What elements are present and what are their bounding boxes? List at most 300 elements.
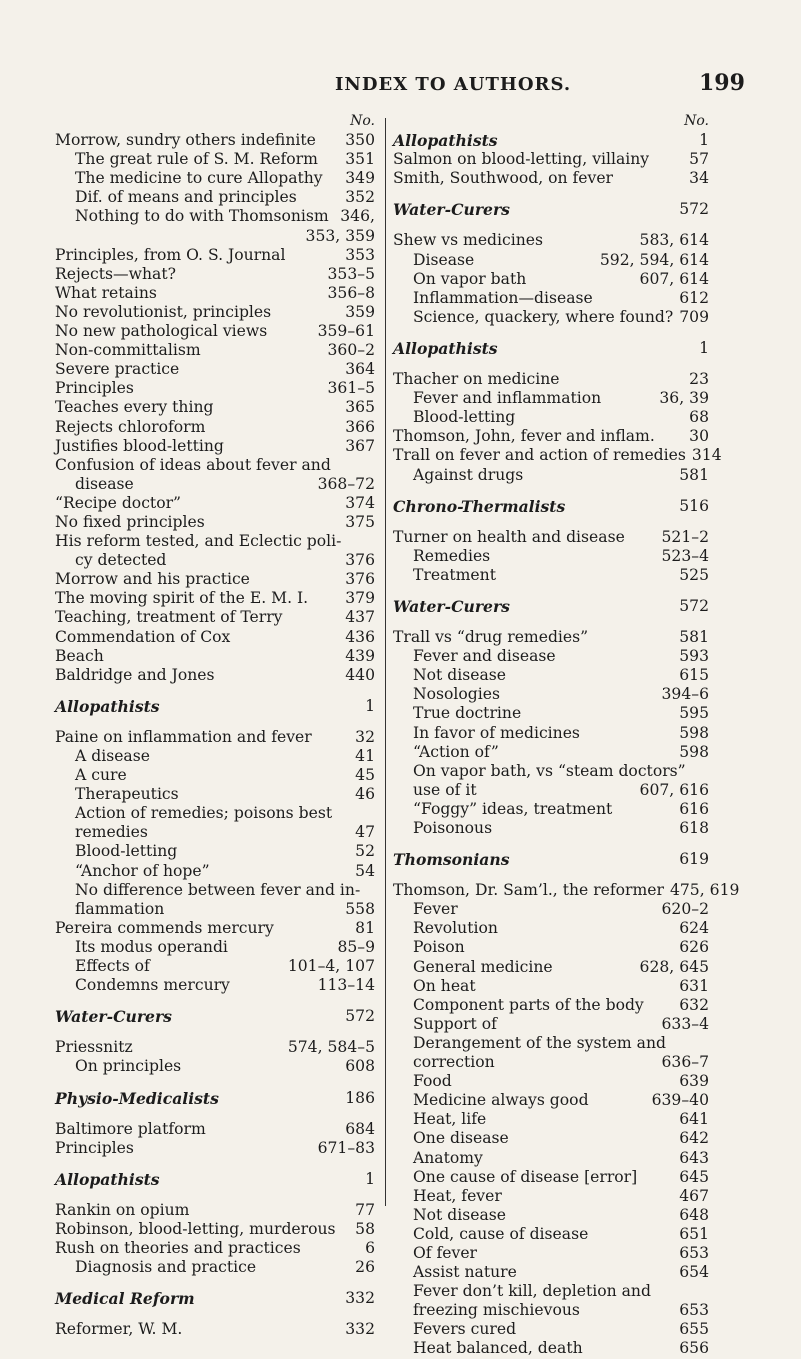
index-entry-text: Condemns mercury (75, 976, 230, 995)
index-entry-text: Action of remedies; poisons best (75, 804, 333, 823)
index-entry-page-numbers: 437 (345, 608, 375, 627)
index-entry (393, 1244, 709, 1263)
index-entry (55, 207, 375, 226)
index-entry (393, 547, 709, 566)
index-entry (55, 379, 375, 398)
index-entry-page-numbers: 360–2 (327, 341, 375, 360)
index-entry-page-numbers: 619 (679, 850, 709, 869)
index-entry-text: “Anchor of hope” (75, 861, 210, 880)
index-entry (55, 150, 375, 169)
index-entry (393, 1187, 709, 1206)
index-entry-text: Pereira commends mercury (55, 918, 274, 937)
index-entry (55, 284, 375, 303)
index-entry-page-numbers: 374 (345, 493, 375, 512)
index-entry (55, 188, 375, 207)
index-entry (55, 437, 375, 456)
index-entry-page-numbers: 525 (679, 565, 709, 584)
index-entry (393, 389, 709, 408)
index-entry-text: Nothing to do with Thomsonism (75, 207, 329, 226)
index-entry-text: Fevers cured (413, 1320, 517, 1339)
index-entry-text: Turner on health and disease (393, 527, 625, 546)
index-entry-text: Rankin on opium (55, 1200, 190, 1219)
index-entry-text: Revolution (413, 919, 498, 938)
index-entry-text: Blood-letting (413, 408, 516, 427)
index-entry-text: Water-Curers (393, 596, 510, 616)
index-entry-text: Reformer, W. M. (55, 1320, 183, 1339)
index-entry-page-numbers: 624 (679, 919, 709, 938)
index-entry-page-numbers: 394–6 (661, 685, 709, 704)
index-entry-text: “Recipe doctor” (55, 493, 182, 512)
index-entry-page-numbers: 376 (345, 570, 375, 589)
index-entry (55, 900, 375, 919)
index-entry (55, 169, 375, 188)
index-entry (55, 1120, 375, 1139)
index-entry (55, 1038, 375, 1057)
index-entry (55, 398, 375, 417)
index-entry-page-numbers: 574, 584–5 (287, 1038, 375, 1057)
index-entry-page-numbers: 34 (689, 169, 709, 188)
index-entry-page-numbers: 593 (679, 647, 709, 666)
index-entry (393, 251, 709, 270)
index-entry-text: Trall vs “drug remedies” (393, 628, 589, 647)
index-entry-text: What retains (55, 283, 157, 302)
index-entry (55, 303, 375, 322)
index-entry-text: Poison (413, 938, 465, 957)
index-entry-page-numbers: 366 (345, 417, 375, 436)
index-entry-text: Therapeutics (75, 785, 179, 804)
index-entry-text: Teaches every thing (55, 398, 214, 417)
index-entry (55, 1258, 375, 1277)
index-entry-page-numbers: 595 (679, 704, 709, 723)
index-entry-text: Salmon on blood-letting, villainy (393, 150, 650, 169)
index-entry-text: On principles (75, 1057, 182, 1076)
index-entry (55, 131, 375, 150)
index-entry-page-numbers: 616 (679, 799, 709, 818)
index-section-heading (55, 1007, 375, 1026)
index-entry-page-numbers: 46 (355, 785, 375, 804)
index-section-heading (55, 697, 375, 716)
index-entry-page-numbers: 618 (679, 819, 709, 837)
index-entry (55, 475, 375, 494)
index-entry-page-numbers: 475, 619 (669, 881, 740, 900)
index-entry (55, 570, 375, 589)
index-entry-text: Confusion of ideas about fever and (55, 455, 331, 474)
index-entry-text: Against drugs (413, 465, 524, 484)
index-number-continuation: 353, 359 (305, 226, 375, 245)
index-entry-page-numbers: 612 (679, 288, 709, 307)
index-entry-text: Principles (55, 1138, 134, 1157)
index-entry (393, 408, 709, 427)
index-entry-page-numbers: 379 (345, 589, 375, 608)
index-entry-text: Trall on fever and action of remedies (393, 446, 686, 465)
index-entry-text: Baltimore platform (55, 1119, 206, 1138)
index-entry (393, 1320, 709, 1339)
index-entry-page-numbers: 361–5 (327, 379, 375, 398)
index-entry-page-numbers: 439 (345, 646, 375, 665)
index-entry (393, 308, 709, 327)
index-entry (393, 1053, 709, 1072)
index-entry-page-numbers: 45 (355, 766, 375, 785)
index-entry-text: Rejects—what? (55, 264, 176, 283)
index-entry (55, 976, 375, 995)
index-entry (55, 418, 375, 437)
index-entry-page-numbers: 684 (345, 1119, 375, 1138)
index-entry-text: Nosologies (413, 685, 500, 704)
index-entry (393, 743, 709, 762)
index-entry-page-numbers: 350 (345, 131, 375, 150)
index-entry-text: Medical Reform (55, 1289, 195, 1309)
index-entry-text: One disease (413, 1129, 509, 1148)
index-entry (393, 169, 709, 188)
index-entry-text: Chrono-Thermalists (393, 496, 566, 516)
index-entry-page-numbers: 608 (345, 1057, 375, 1076)
index-entry (55, 747, 375, 766)
index-entry (393, 1149, 709, 1168)
index-entry (393, 1129, 709, 1148)
index-entry-text: Heat, fever (413, 1186, 502, 1205)
index-column-right (393, 112, 740, 1359)
index-entry-text: Of fever (413, 1243, 478, 1262)
index-entry-page-numbers: 523–4 (661, 546, 709, 565)
index-entry-page-numbers: 645 (679, 1167, 709, 1186)
index-section-heading (393, 497, 709, 516)
index-entry (55, 513, 375, 532)
index-entry-text: Disease (413, 250, 475, 269)
index-entry-page-numbers: 521–2 (661, 527, 709, 546)
index-entry (393, 1168, 709, 1187)
index-entry-text: Heat, life (413, 1110, 487, 1129)
index-entry-page-numbers: 607, 614 (639, 269, 709, 288)
index-entry (55, 246, 375, 265)
index-entry-text: His reform tested, and Eclectic poli- (55, 532, 342, 551)
index-entry (55, 1320, 375, 1339)
index-entry-text: Smith, Southwood, on fever (393, 169, 614, 188)
index-entry-text: Fever don’t kill, depletion and (413, 1282, 651, 1301)
index-entry-text: Remedies (413, 546, 491, 565)
index-entry-page-numbers: 6 (365, 1239, 375, 1258)
index-entry-text: General medicine (413, 957, 553, 976)
index-entry (55, 608, 375, 627)
page-number: 199 (699, 70, 745, 96)
index-entry-page-numbers: 365 (345, 398, 375, 417)
index-entry (55, 551, 375, 570)
index-entry-page-numbers: 636–7 (661, 1053, 709, 1072)
index-section-heading (393, 850, 709, 869)
index-entry (393, 666, 709, 685)
index-entry-page-numbers: 653 (679, 1243, 709, 1262)
index-entry-text: Water-Curers (55, 1007, 172, 1027)
index-section-heading (393, 131, 709, 150)
index-entry-page-numbers: 352 (345, 188, 375, 207)
index-entry-text: Beach (55, 646, 104, 665)
index-entry-text: flammation (75, 899, 165, 918)
index-entry-text: Fever (413, 900, 458, 919)
index-entry-text: No difference between fever and in- (75, 880, 361, 899)
index-entry-page-numbers: 648 (679, 1205, 709, 1224)
index-entry-page-numbers: 332 (345, 1320, 375, 1339)
index-entry (393, 1015, 709, 1034)
index-entry-text: Not disease (413, 1205, 506, 1224)
index-entry (393, 781, 709, 800)
index-entry (393, 231, 709, 250)
index-entry-text: use of it (413, 780, 477, 799)
index-entry-text: Science, quackery, where found? (413, 307, 674, 326)
index-entry-text: Severe practice (55, 360, 180, 379)
index-entry-page-numbers: 30 (689, 427, 709, 446)
running-header (0, 70, 801, 104)
index-entry (55, 666, 375, 685)
index-entry-page-numbers: 467 (679, 1186, 709, 1205)
index-entry-page-numbers: 558 (345, 899, 375, 918)
index-entry-text: Dif. of means and principles (75, 188, 297, 207)
index-entry-page-numbers: 351 (345, 150, 375, 169)
index-entry-text: On heat (413, 976, 476, 995)
index-entry (55, 862, 375, 881)
index-entry-page-numbers: 671–83 (317, 1138, 375, 1157)
index-entry-page-numbers: 353–5 (327, 264, 375, 283)
index-entry (393, 1339, 709, 1358)
index-entry-page-numbers: 598 (679, 723, 709, 742)
index-entry (393, 370, 709, 389)
index-entry (55, 1057, 375, 1076)
index-entry-page-numbers: 643 (679, 1148, 709, 1167)
index-entry-text: cy detected (75, 551, 167, 570)
column-divider (385, 118, 386, 1206)
index-entry-page-numbers: 1 (365, 1169, 375, 1188)
index-entry-page-numbers: 633–4 (661, 1014, 709, 1033)
index-entry (393, 289, 709, 308)
index-entry (393, 1110, 709, 1129)
index-entry-page-numbers: 54 (355, 861, 375, 880)
index-entry (393, 685, 709, 704)
index-entry (393, 446, 722, 465)
index-entry-text: The medicine to cure Allopathy (75, 169, 323, 188)
index-entry (393, 900, 709, 919)
index-entry-page-numbers: 592, 594, 614 (599, 250, 709, 269)
index-entry (393, 528, 709, 547)
index-entry (55, 322, 375, 341)
index-entry (393, 1225, 709, 1244)
index-section-heading (393, 200, 709, 219)
index-entry-text: Thomson, John, fever and inflam. (393, 427, 655, 446)
index-entry-page-numbers: 85–9 (337, 937, 375, 956)
index-entry (393, 628, 709, 647)
index-entry-text: Derangement of the system and (413, 1033, 667, 1052)
index-entry-page-numbers: 581 (679, 465, 709, 484)
index-entry-page-numbers: 615 (679, 666, 709, 685)
index-entry (393, 1206, 709, 1225)
index-entry-page-numbers: 656 (679, 1339, 709, 1358)
index-entry-text: Fever and disease (413, 647, 556, 666)
index-entry-text: Blood-letting (75, 842, 178, 861)
index-entry-text: Heat balanced, death (413, 1339, 583, 1358)
index-entry (55, 360, 375, 379)
index-entry (393, 647, 709, 666)
index-entry-text: remedies (75, 823, 148, 842)
index-entry-page-numbers: 1 (365, 696, 375, 715)
index-entry-text: On vapor bath (413, 269, 527, 288)
index-entry-text: Treatment (413, 565, 496, 584)
index-entry-text: Teaching, treatment of Terry (55, 608, 283, 627)
index-entry-text: Thacher on medicine (393, 370, 560, 389)
index-entry-page-numbers: 353 (345, 245, 375, 264)
index-entry-text: Water-Curers (393, 200, 510, 220)
index-entry-page-numbers: 57 (689, 150, 709, 169)
index-section-heading (55, 1089, 375, 1108)
index-entry-text: No fixed principles (55, 512, 205, 531)
index-entry (393, 1072, 709, 1091)
index-entry (55, 1220, 375, 1239)
index-entry (55, 919, 375, 938)
index-entry-page-numbers: 581 (679, 628, 709, 647)
index-entry-page-numbers: 81 (355, 918, 375, 937)
index-entry (55, 1201, 375, 1220)
index-entry (55, 341, 375, 360)
index-section-heading (393, 597, 709, 616)
index-entry-page-numbers: 359–61 (317, 322, 375, 341)
index-entry-text: “Foggy” ideas, treatment (413, 799, 613, 818)
index-entry (55, 589, 375, 608)
index-entry-text: Anatomy (413, 1148, 483, 1167)
index-entry-text: Allopathists (55, 696, 160, 716)
index-entry (55, 647, 375, 666)
index-entry-page-numbers: 436 (345, 627, 375, 646)
index-entry (55, 823, 375, 842)
index-entry-text: Its modus operandi (75, 937, 228, 956)
index-entry-text: Principles (55, 379, 134, 398)
index-entry-page-numbers: 631 (679, 976, 709, 995)
index-entry-text: The great rule of S. M. Reform (75, 150, 318, 169)
index-entry-text: Component parts of the body (413, 995, 644, 1014)
index-entry-text: Poisonous (413, 819, 493, 837)
index-entry-page-numbers: 346, (340, 207, 375, 226)
index-entry-text: Justifies blood-letting (55, 436, 224, 455)
index-entry-text: freezing mischievous (413, 1301, 580, 1320)
index-entry-text: Allopathists (393, 338, 498, 358)
index-entry-page-numbers: 359 (345, 302, 375, 321)
index-number-continuation: No. (350, 113, 375, 129)
index-entry-page-numbers: 639–40 (651, 1091, 709, 1110)
index-entry (55, 728, 375, 747)
index-entry-text: A cure (75, 766, 127, 785)
index-entry (393, 819, 709, 838)
index-entry (55, 628, 375, 647)
index-entry (393, 427, 709, 446)
index-entry-page-numbers: 1 (699, 338, 709, 357)
index-entry-page-numbers: 651 (679, 1224, 709, 1243)
index-entry-page-numbers: 375 (345, 512, 375, 531)
index-entry (393, 1301, 709, 1320)
index-entry-text: Thomsonians (393, 850, 510, 870)
index-entry-text: A disease (75, 747, 150, 765)
index-entry-page-numbers: 47 (355, 823, 375, 842)
index-entry-page-numbers: 628, 645 (639, 957, 709, 976)
index-entry-text: Baldridge and Jones (55, 665, 215, 684)
index-entry-page-numbers: 607, 616 (639, 780, 709, 799)
index-entry-page-numbers: 572 (679, 596, 709, 615)
index-entry-text: Inflammation—disease (413, 288, 593, 307)
page-header-title: INDEX TO AUTHORS. (335, 74, 572, 95)
index-section-heading (55, 1289, 375, 1308)
index-entry-text: One cause of disease [error] (413, 1167, 638, 1186)
index-entry-page-numbers: 32 (355, 727, 375, 746)
index-entry-text: Support of (413, 1014, 497, 1033)
index-entry (393, 566, 709, 585)
index-entry (55, 842, 375, 861)
index-entry-text: Fever and inflammation (413, 389, 602, 408)
index-entry-page-numbers: 356–8 (327, 283, 375, 302)
index-entry-page-numbers: 77 (355, 1200, 375, 1219)
index-entry-page-numbers: 654 (679, 1263, 709, 1282)
index-entry (393, 958, 709, 977)
index-entry-page-numbers: 332 (345, 1289, 375, 1308)
index-entry-page-numbers: 1 (699, 131, 709, 150)
index-section-heading (55, 1170, 375, 1189)
index-entry (55, 766, 375, 785)
index-entry (55, 265, 375, 284)
index-entry-page-numbers: 709 (679, 307, 710, 326)
index-entry (55, 785, 375, 804)
index-entry (55, 938, 375, 957)
index-entry-text: Food (413, 1072, 452, 1091)
index-entry-page-numbers: 101–4, 107 (287, 957, 375, 976)
index-entry-page-numbers: 440 (345, 665, 375, 684)
index-entry-text: Rush on theories and practices (55, 1239, 301, 1258)
index-entry-page-numbers: 632 (679, 995, 709, 1014)
index-entry (55, 957, 375, 976)
index-entry-text: Allopathists (55, 1169, 160, 1189)
index-entry-page-numbers: 58 (355, 1219, 375, 1238)
index-entry-page-numbers: 598 (679, 742, 709, 761)
index-entry-text: The moving spirit of the E. M. I. (55, 589, 309, 608)
index-entry-text: Robinson, blood-letting, murderous (55, 1219, 336, 1238)
index-entry-page-numbers: 41 (355, 747, 375, 765)
index-entry-page-numbers: 68 (689, 408, 709, 427)
index-entry-page-numbers: 620–2 (661, 900, 709, 919)
index-entry-text: Commendation of Cox (55, 627, 231, 646)
index-entry-text: Principles, from O. S. Journal (55, 245, 286, 264)
index-entry-text: Diagnosis and practice (75, 1258, 257, 1277)
index-entry-text: Allopathists (393, 131, 498, 151)
index-entry-page-numbers: 376 (345, 551, 375, 570)
index-entry (55, 1239, 375, 1258)
index-entry-page-numbers: 364 (345, 360, 375, 379)
index-entry (393, 938, 709, 957)
index-entry-text: Shew vs medicines (393, 231, 544, 250)
index-entry-text: Medicine always good (413, 1091, 589, 1110)
index-entry-text: Morrow, sundry others indefinite (55, 131, 316, 150)
index-entry-text: Morrow and his practice (55, 570, 250, 589)
index-entry-page-numbers: 642 (679, 1129, 709, 1148)
index-entry-text: In favor of medicines (413, 723, 580, 742)
index-entry (393, 704, 709, 723)
index-entry (393, 150, 709, 169)
index-entry-text: Non-committalism (55, 341, 201, 360)
index-entry-text: correction (413, 1053, 495, 1072)
index-entry (393, 724, 709, 743)
index-entry (55, 494, 375, 513)
index-entry (393, 919, 709, 938)
index-entry-page-numbers: 653 (679, 1301, 709, 1320)
index-entry-text: Assist nature (413, 1263, 517, 1282)
index-entry-page-numbers: 368–72 (317, 474, 375, 493)
index-entry-text: No new pathological views (55, 322, 268, 341)
index-entry-page-numbers: 26 (355, 1258, 375, 1277)
index-entry (393, 977, 709, 996)
index-section-heading (393, 339, 709, 358)
index-entry-text: Priessnitz (55, 1038, 133, 1057)
index-entry-page-numbers: 314 (691, 446, 722, 465)
